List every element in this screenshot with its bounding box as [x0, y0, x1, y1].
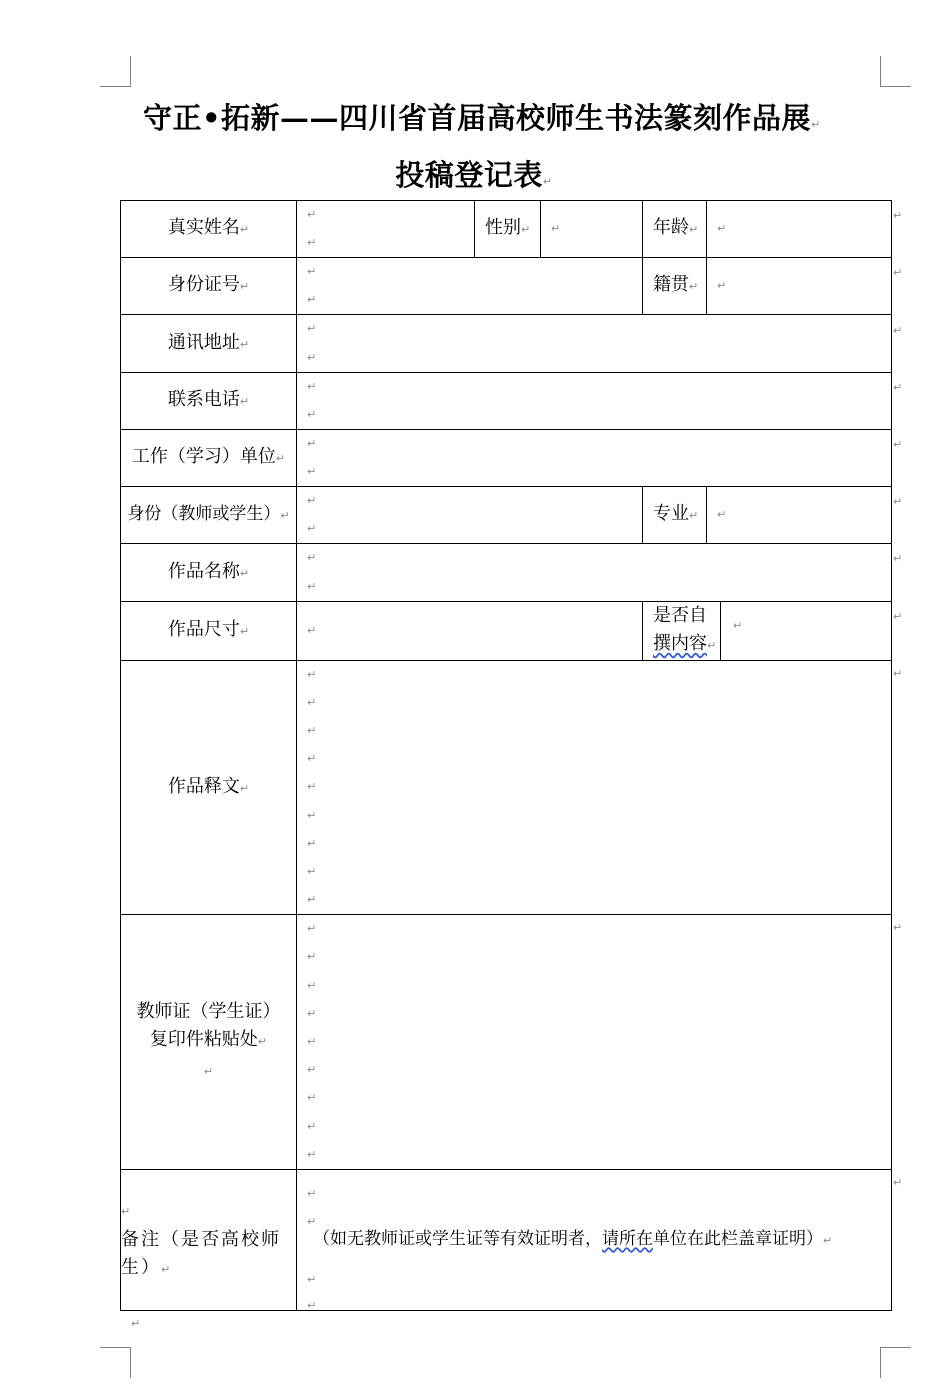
identity-field[interactable]: ↵ ↵: [297, 487, 643, 544]
size-label-cell: 作品尺寸↵: [121, 602, 297, 661]
row-end-mark: ↵: [893, 324, 903, 337]
table-row: [121, 201, 892, 258]
row-end-mark: ↵: [893, 266, 903, 279]
corner-mark: [100, 86, 131, 87]
row-end-mark: ↵: [893, 610, 903, 623]
native-place-field[interactable]: ↵: [707, 258, 892, 315]
remark-note: （如无教师证或学生证等有效证明者，请所在单位在此栏盖章证明）↵: [313, 1229, 833, 1249]
self-written-label-cell: 是否自 撰内容↵: [643, 602, 721, 661]
self-written-field[interactable]: ↵: [721, 602, 892, 661]
age-field[interactable]: ↵: [707, 201, 892, 258]
size-field[interactable]: ↵: [297, 602, 643, 661]
table-row: [121, 602, 892, 661]
corner-mark: [880, 86, 911, 87]
corner-mark: [100, 1347, 131, 1348]
table-row: [121, 315, 892, 373]
paragraph-mark: ↵: [811, 118, 821, 131]
row-end-mark: ↵: [893, 667, 903, 680]
row-end-mark: ↵: [893, 1176, 903, 1189]
work-unit-label-cell: 工作（学习）单位↵: [121, 430, 297, 487]
age-label-cell: 年龄↵: [643, 201, 707, 258]
corner-mark: [130, 56, 131, 87]
document-title-line1: [143, 96, 821, 137]
title-text: 守正•拓新——四川省首届高校师生书法篆刻作品展: [143, 101, 812, 135]
corner-mark: [880, 1347, 881, 1378]
row-end-mark: ↵: [893, 552, 903, 565]
id-number-field[interactable]: ↵ ↵: [297, 258, 643, 315]
table-row: [121, 430, 892, 487]
row-end-mark: ↵: [893, 209, 903, 222]
table-row: [121, 661, 892, 915]
table-row: [121, 544, 892, 602]
gender-field[interactable]: ↵: [541, 201, 643, 258]
document-title-line2: [0, 153, 948, 194]
row-end-mark: ↵: [893, 495, 903, 508]
table-row: [121, 258, 892, 315]
corner-mark: [880, 56, 881, 87]
interpretation-label-cell: 作品释文↵: [121, 661, 297, 915]
gender-label-cell: 性别↵: [475, 201, 541, 258]
paragraph-mark: ↵: [131, 1317, 141, 1330]
paragraph-mark: ↵: [542, 175, 553, 188]
phone-label-cell: 联系电话↵: [121, 373, 297, 430]
work-name-field[interactable]: ↵ ↵: [297, 544, 892, 602]
address-field[interactable]: ↵ ↵: [297, 315, 892, 373]
row-end-mark: ↵: [893, 438, 903, 451]
work-name-label-cell: 作品名称↵: [121, 544, 297, 602]
certificate-paste-area[interactable]: ↵ ↵ ↵ ↵ ↵ ↵ ↵ ↵ ↵: [297, 915, 892, 1170]
native-label-cell: 籍贯↵: [643, 258, 707, 315]
remark-label-cell: ↵ 备注（是否高校师 生）↵: [121, 1170, 297, 1311]
id-label-cell: 身份证号↵: [121, 258, 297, 315]
address-label-cell: 通讯地址↵: [121, 315, 297, 373]
name-field[interactable]: ↵ ↵: [297, 201, 475, 258]
name-label-cell: 真实姓名↵: [121, 201, 297, 258]
table-row: [121, 487, 892, 544]
phone-field[interactable]: ↵ ↵: [297, 373, 892, 430]
identity-label-cell: 身份（教师或学生）↵: [121, 487, 297, 544]
corner-mark: [880, 1347, 911, 1348]
corner-mark: [130, 1347, 131, 1378]
major-label-cell: 专业↵: [643, 487, 707, 544]
interpretation-field[interactable]: ↵ ↵ ↵ ↵ ↵ ↵ ↵ ↵ ↵: [297, 661, 892, 915]
major-field[interactable]: ↵: [707, 487, 892, 544]
remark-field[interactable]: ↵ ↵ （如无教师证或学生证等有效证明者，请所在单位在此栏盖章证明）↵ ↵ ↵: [297, 1170, 892, 1311]
table-row: [121, 1170, 892, 1311]
registration-form: [120, 200, 892, 1311]
title-text: 投稿登记表: [395, 158, 543, 192]
table-row: [121, 373, 892, 430]
row-end-mark: ↵: [893, 381, 903, 394]
table-row: [121, 915, 892, 1170]
row-end-mark: ↵: [893, 921, 903, 934]
certificate-label-cell: 教师证（学生证） 复印件粘贴处↵ ↵: [121, 915, 297, 1170]
work-unit-field[interactable]: ↵ ↵: [297, 430, 892, 487]
